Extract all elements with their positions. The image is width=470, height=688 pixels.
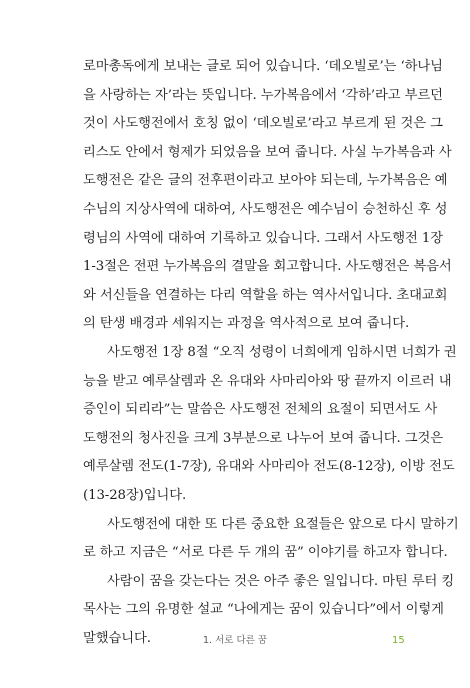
text-line: 로마총독에게 보내는 글로 되어 있습니다. ‘데오빌로’는 ‘하나님 [83, 59, 443, 74]
text-line: 도행전은 같은 글의 전후편이라고 보아야 되는데, 누가복음은 예 [83, 173, 448, 189]
text-line: 것이 사도행전에서 호칭 없이 ‘데오빌로’라고 부르게 된 것은 그 [83, 116, 443, 132]
text-line: 의 탄생 배경과 세워지는 과정을 역사적으로 보여 줍니다. [83, 316, 410, 332]
text-line: 사도행전 1장 8절 “오직 성령이 너희에게 임하시면 너희가 권 [107, 344, 457, 360]
text-line: 예루살렘 전도(1-7장), 유대와 사마리아 전도(8-12장), 이방 전도 [83, 459, 455, 475]
text-line: 사도행전에 대한 또 다른 중요한 요절들은 앞으로 다시 말하기 [107, 516, 459, 532]
text-line: 와 서신들을 연결하는 다리 역할을 하는 역사서입니다. 초대교회 [83, 287, 448, 303]
text-line: 말했습니다. [83, 630, 151, 646]
text-line: 로 하고 지금은 “서로 다른 두 개의 꿈” 이야기를 하고자 합니다. [83, 545, 448, 561]
text-line: 리스도 안에서 형제가 되었음을 보여 줍니다. 사실 누가복음과 사 [83, 144, 452, 160]
text-line: 능을 받고 예루살렘과 온 유대와 사마리아와 땅 끝까지 이르러 내 [83, 373, 452, 389]
text-line: 사람이 꿈을 갖는다는 것은 아주 좋은 일입니다. 마틴 루터 킹 [107, 573, 455, 589]
running-title: 1. 서로 다른 꿈 [202, 635, 267, 646]
text-line: 수님의 지상사역에 대하여, 사도행전은 예수님이 승천하신 후 성 [83, 201, 448, 217]
text-line: (13-28장)입니다. [83, 487, 187, 503]
text-line: 1-3절은 전편 누가복음의 결말을 회고합니다. 사도행전은 복음서 [83, 259, 452, 275]
text-line: 령님의 사역에 대하여 기록하고 있습니다. 그래서 사도행전 1장 [83, 230, 443, 246]
text-line: 을 사랑하는 자’라는 뜻입니다. 누가복음에서 ‘각하’라고 부르던 [83, 87, 443, 103]
text-line: 도행전의 청사진을 크게 3부분으로 나누어 보여 줍니다. 그것은 [83, 430, 443, 446]
body-text [83, 53, 459, 653]
text-line: 목사는 그의 유명한 설교 “나에게는 꿈이 있습니다”에서 이렇게 [83, 602, 444, 618]
page-number: 15 [392, 635, 405, 646]
page-footer [0, 633, 470, 649]
text-line: 증인이 되리라”는 말씀은 사도행전 전체의 요절이 되면서도 사 [83, 402, 438, 418]
